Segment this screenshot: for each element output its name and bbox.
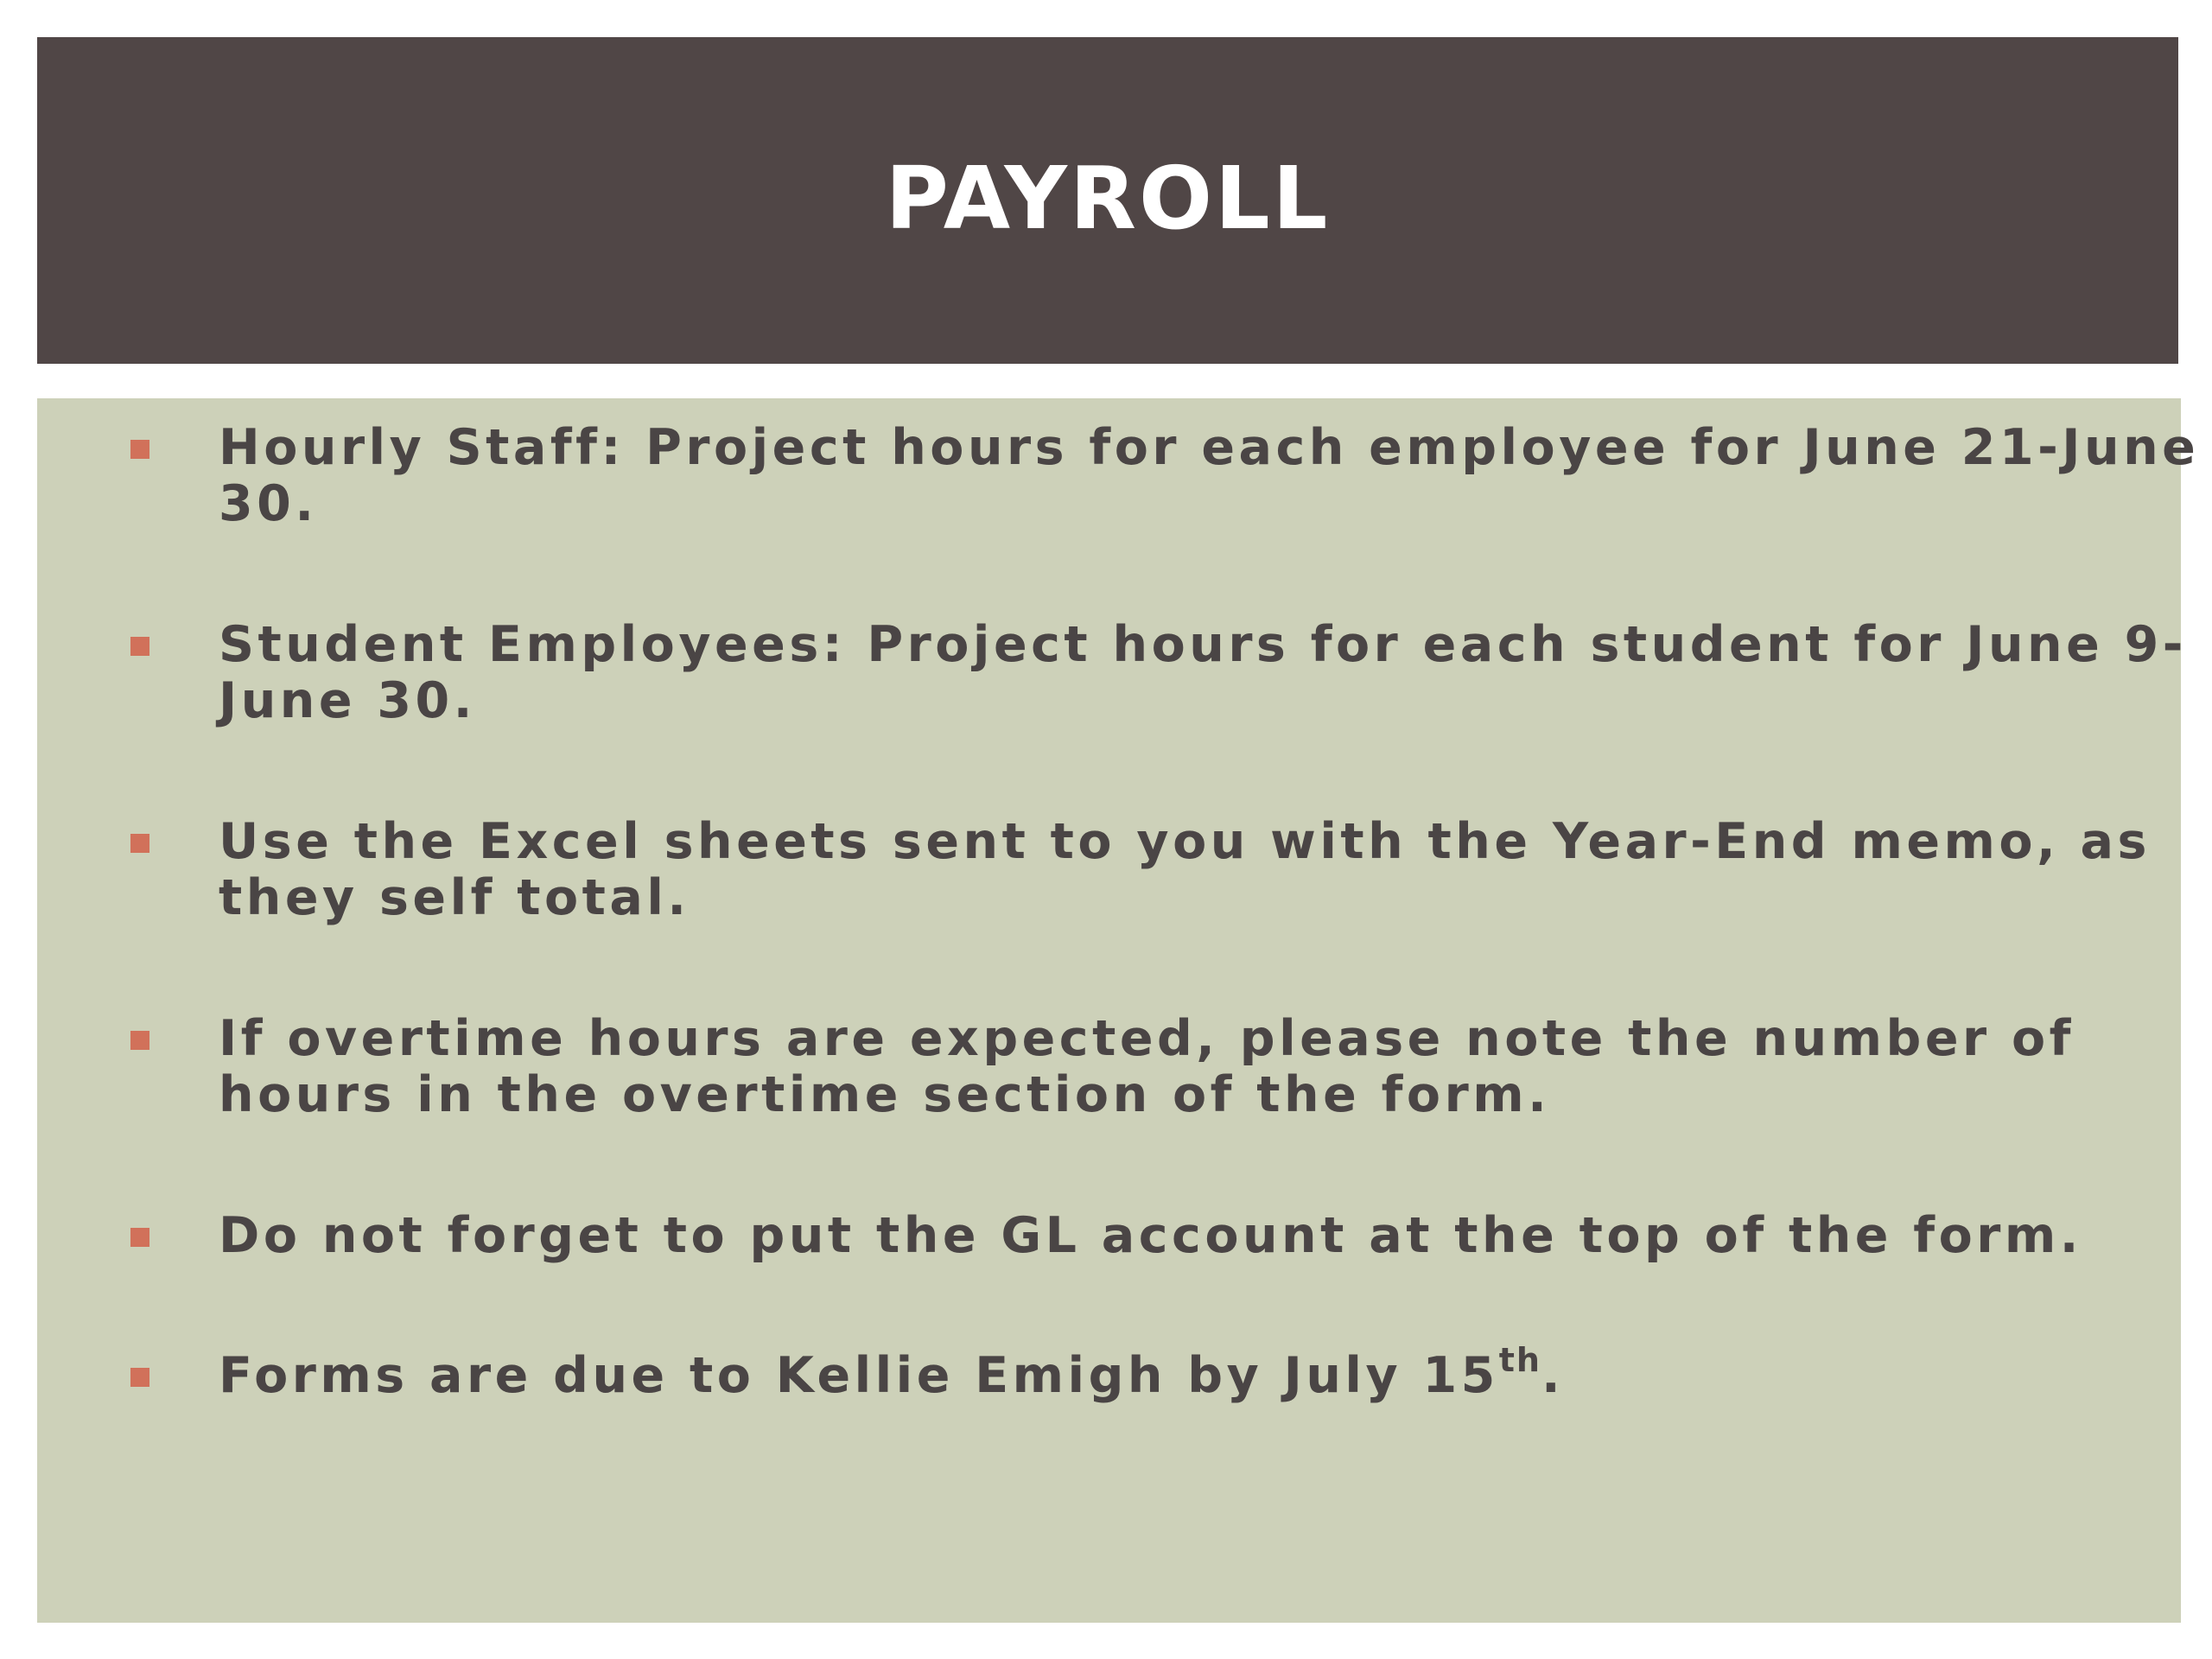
bullet-text: If overtime hours are expected, please note the number of hours in the overtime section of the form. (219, 1010, 2075, 1123)
bullet-text: Student Employees: Project hours for each student for June 9-June 30. (219, 616, 2187, 729)
bullet-text: Hourly Staff: Project hours for each employee for June 21-June 30. (219, 419, 2200, 532)
square-bullet-icon (130, 1031, 149, 1050)
square-bullet-icon (130, 440, 149, 459)
bullet-text: Do not forget to put the GL account at the top of the form. (219, 1207, 2082, 1264)
bullet-text-main: Forms are due to Kellie Emigh by July 15 (219, 1347, 1499, 1404)
square-bullet-icon (130, 1368, 149, 1387)
slide-title: PAYROLL (885, 148, 1331, 249)
content-panel (37, 398, 2200, 1623)
bullet-text-end: . (1541, 1347, 1565, 1404)
bullet-text: Use the Excel sheets sent to you with the Year-End memo, as they self total. (219, 813, 2151, 926)
square-bullet-icon (130, 834, 149, 853)
square-bullet-icon (130, 637, 149, 656)
square-bullet-icon (130, 1228, 149, 1247)
title-bar (37, 37, 2178, 364)
ordinal-suffix: th (1498, 1341, 1541, 1379)
bullet-text (219, 1341, 2206, 1404)
